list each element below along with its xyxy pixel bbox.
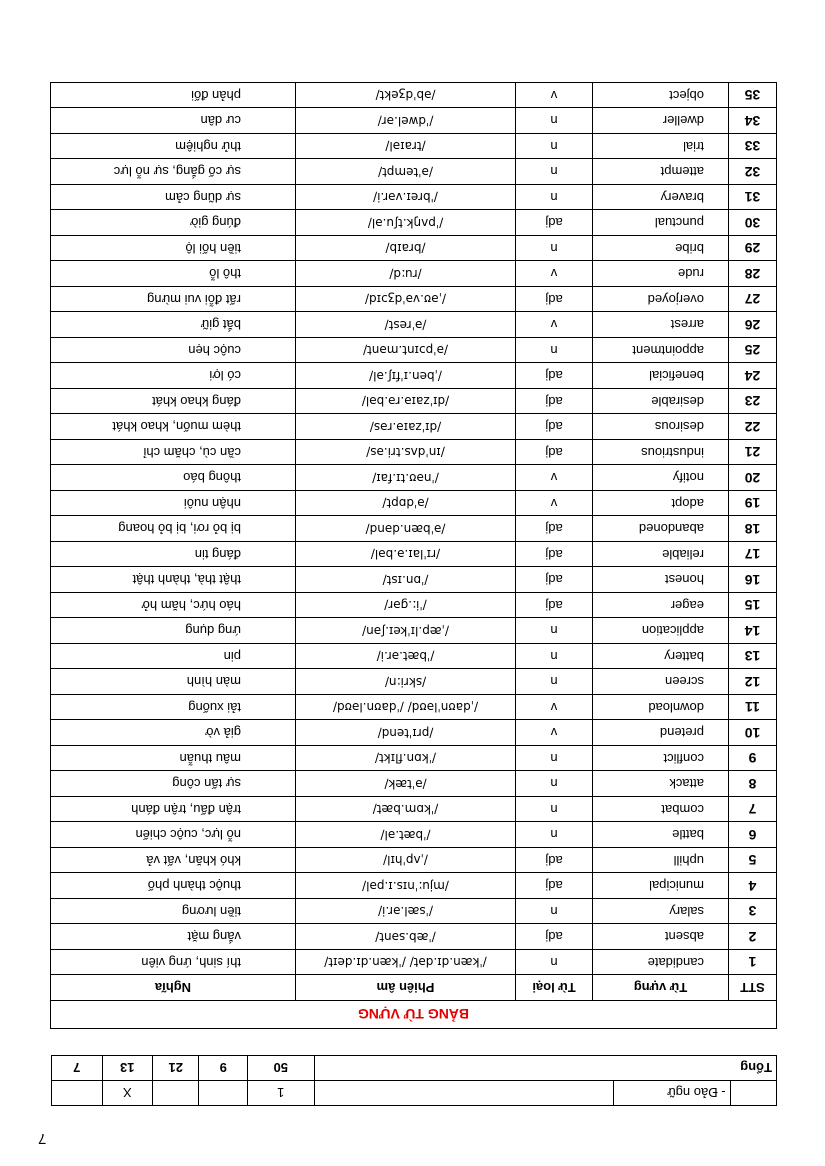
row-number: 21 bbox=[729, 440, 777, 466]
word-cell: candidate bbox=[593, 950, 729, 976]
word-cell: attack bbox=[593, 771, 729, 797]
row-number: 8 bbox=[729, 771, 777, 797]
row-number: 20 bbox=[729, 465, 777, 491]
meaning-cell: phản đối bbox=[50, 83, 295, 109]
row-number: 3 bbox=[729, 899, 777, 925]
row-number: 33 bbox=[729, 134, 777, 160]
phonetic-cell: /ruːd/ bbox=[296, 261, 516, 287]
summary-table bbox=[51, 1055, 777, 1106]
meaning-cell: thí sinh, ứng viên bbox=[50, 950, 295, 976]
vocabulary-header-row bbox=[50, 975, 776, 1001]
meaning-cell: pin bbox=[50, 644, 295, 670]
phonetic-cell: /traɪəl/ bbox=[296, 134, 516, 160]
table-row bbox=[50, 644, 776, 670]
table-row bbox=[50, 389, 776, 415]
table-row bbox=[50, 924, 776, 950]
meaning-cell: nhận nuôi bbox=[50, 491, 295, 517]
table-row bbox=[50, 950, 776, 976]
meaning-cell: màn hình bbox=[50, 669, 295, 695]
part-of-speech-cell: n bbox=[516, 338, 593, 364]
summary-total-cell: 13 bbox=[102, 1056, 152, 1081]
word-cell: uphill bbox=[593, 848, 729, 874]
word-cell: municipal bbox=[593, 873, 729, 899]
table-row bbox=[50, 312, 776, 338]
row-number: 27 bbox=[729, 287, 777, 313]
word-cell: salary bbox=[593, 899, 729, 925]
part-of-speech-cell: n bbox=[516, 236, 593, 262]
row-number: 14 bbox=[729, 618, 777, 644]
phonetic-cell: /ˈbreɪ.vər.i/ bbox=[296, 185, 516, 211]
meaning-cell: ứng dụng bbox=[50, 618, 295, 644]
phonetic-cell: /ˈiː.ɡər/ bbox=[296, 593, 516, 619]
header-stt: STT bbox=[729, 975, 777, 1001]
part-of-speech-cell: adj bbox=[516, 210, 593, 236]
table-row bbox=[50, 465, 776, 491]
summary-cell bbox=[153, 1081, 199, 1106]
part-of-speech-cell: adj bbox=[516, 389, 593, 415]
meaning-cell: cư dân bbox=[50, 108, 295, 134]
phonetic-cell: /dɪˈzaɪə.rə.bəl/ bbox=[296, 389, 516, 415]
row-number: 22 bbox=[729, 414, 777, 440]
word-cell: conflict bbox=[593, 746, 729, 772]
table-row bbox=[50, 593, 776, 619]
phonetic-cell: /əˈtæk/ bbox=[296, 771, 516, 797]
part-of-speech-cell: n bbox=[516, 618, 593, 644]
part-of-speech-cell: v bbox=[516, 83, 593, 109]
header-pos: Từ loại bbox=[516, 975, 593, 1001]
phonetic-cell: /əˈdɒpt/ bbox=[296, 491, 516, 517]
table-row bbox=[50, 134, 776, 160]
row-number: 13 bbox=[729, 644, 777, 670]
meaning-cell: sự cố gắng, sự nỗ lực bbox=[50, 159, 295, 185]
table-row bbox=[50, 363, 776, 389]
part-of-speech-cell: v bbox=[516, 465, 593, 491]
word-cell: desirous bbox=[593, 414, 729, 440]
row-number: 5 bbox=[729, 848, 777, 874]
word-cell: eager bbox=[593, 593, 729, 619]
meaning-cell: rất đỗi vui mừng bbox=[50, 287, 295, 313]
row-number: 35 bbox=[729, 83, 777, 109]
word-cell: abandoned bbox=[593, 516, 729, 542]
summary-total-cell: 21 bbox=[153, 1056, 199, 1081]
row-number: 10 bbox=[729, 720, 777, 746]
phonetic-cell: /əbˈdʒekt/ bbox=[296, 83, 516, 109]
summary-cell bbox=[314, 1081, 614, 1106]
word-cell: arrest bbox=[593, 312, 729, 338]
phonetic-cell: /ˈpʌŋk.tʃu.əl/ bbox=[296, 210, 516, 236]
row-number: 11 bbox=[729, 695, 777, 721]
table-row bbox=[50, 516, 776, 542]
vocabulary-title: BẢNG TỪ VỰNG bbox=[50, 1001, 776, 1029]
summary-cell: 1 bbox=[247, 1081, 314, 1106]
phonetic-cell: /ˈkɒn.flɪkt/ bbox=[296, 746, 516, 772]
phonetic-cell: /ˈkæn.dɪ.dət/ /ˈkæn.dɪ.deɪt/ bbox=[296, 950, 516, 976]
meaning-cell: sự tấn công bbox=[50, 771, 295, 797]
table-row bbox=[50, 185, 776, 211]
phonetic-cell: /əˈbæn.dənd/ bbox=[296, 516, 516, 542]
phonetic-cell: /ˌæp.lɪˈkeɪ.ʃən/ bbox=[296, 618, 516, 644]
word-cell: honest bbox=[593, 567, 729, 593]
part-of-speech-cell: adj bbox=[516, 567, 593, 593]
table-row bbox=[50, 746, 776, 772]
meaning-cell: bị bỏ rơi, bị bỏ hoang bbox=[50, 516, 295, 542]
word-cell: bribe bbox=[593, 236, 729, 262]
meaning-cell: cuộc hẹn bbox=[50, 338, 295, 364]
part-of-speech-cell: n bbox=[516, 771, 593, 797]
table-row bbox=[50, 338, 776, 364]
row-number: 2 bbox=[729, 924, 777, 950]
phonetic-cell: /ˌəʊ.vəˈdʒɔɪd/ bbox=[296, 287, 516, 313]
summary-cell bbox=[199, 1081, 247, 1106]
table-row bbox=[50, 873, 776, 899]
part-of-speech-cell: adj bbox=[516, 516, 593, 542]
word-cell: adopt bbox=[593, 491, 729, 517]
part-of-speech-cell: n bbox=[516, 950, 593, 976]
phonetic-cell: /ˈdwel.ər/ bbox=[296, 108, 516, 134]
word-cell: download bbox=[593, 695, 729, 721]
phonetic-cell: /ˌdaʊnˈləʊd/ /ˈdaʊn.ləʊd/ bbox=[296, 695, 516, 721]
summary-total-label: Tổng bbox=[314, 1056, 776, 1081]
meaning-cell: thử nghiệm bbox=[50, 134, 295, 160]
table-row bbox=[50, 618, 776, 644]
summary-row-total bbox=[52, 1056, 777, 1081]
header-word: Từ vựng bbox=[593, 975, 729, 1001]
word-cell: object bbox=[593, 83, 729, 109]
row-number: 34 bbox=[729, 108, 777, 134]
table-row bbox=[50, 236, 776, 262]
row-number: 32 bbox=[729, 159, 777, 185]
word-cell: combat bbox=[593, 797, 729, 823]
table-row bbox=[50, 287, 776, 313]
meaning-cell: vắng mặt bbox=[50, 924, 295, 950]
part-of-speech-cell: n bbox=[516, 797, 593, 823]
row-number: 18 bbox=[729, 516, 777, 542]
part-of-speech-cell: n bbox=[516, 134, 593, 160]
summary-row-inversion bbox=[52, 1081, 777, 1106]
word-cell: reliable bbox=[593, 542, 729, 568]
word-cell: bravery bbox=[593, 185, 729, 211]
part-of-speech-cell: adj bbox=[516, 542, 593, 568]
phonetic-cell: /dɪˈzaɪə.rəs/ bbox=[296, 414, 516, 440]
phonetic-cell: /əˈtempt/ bbox=[296, 159, 516, 185]
header-ipa: Phiên âm bbox=[296, 975, 516, 1001]
meaning-cell: tải xuống bbox=[50, 695, 295, 721]
part-of-speech-cell: n bbox=[516, 669, 593, 695]
row-number: 9 bbox=[729, 746, 777, 772]
summary-cell: X bbox=[102, 1081, 152, 1106]
row-number: 28 bbox=[729, 261, 777, 287]
phonetic-cell: /ˈbæt.əl/ bbox=[296, 822, 516, 848]
table-row bbox=[50, 440, 776, 466]
table-row bbox=[50, 822, 776, 848]
part-of-speech-cell: n bbox=[516, 159, 593, 185]
part-of-speech-cell: v bbox=[516, 261, 593, 287]
vocabulary-table bbox=[50, 82, 777, 1029]
phonetic-cell: /skriːn/ bbox=[296, 669, 516, 695]
table-row bbox=[50, 83, 776, 109]
meaning-cell: thật thà, thành thật bbox=[50, 567, 295, 593]
part-of-speech-cell: v bbox=[516, 312, 593, 338]
row-number: 29 bbox=[729, 236, 777, 262]
meaning-cell: trận đấu, trận đánh bbox=[50, 797, 295, 823]
phonetic-cell: /prɪˈtend/ bbox=[296, 720, 516, 746]
phonetic-cell: /ˈsæl.ər.i/ bbox=[296, 899, 516, 925]
row-number: 19 bbox=[729, 491, 777, 517]
phonetic-cell: /əˈrest/ bbox=[296, 312, 516, 338]
word-cell: overjoyed bbox=[593, 287, 729, 313]
part-of-speech-cell: n bbox=[516, 108, 593, 134]
phonetic-cell: /əˈpɔɪnt.mənt/ bbox=[296, 338, 516, 364]
part-of-speech-cell: adj bbox=[516, 848, 593, 874]
table-row bbox=[50, 797, 776, 823]
part-of-speech-cell: v bbox=[516, 720, 593, 746]
table-row bbox=[50, 108, 776, 134]
table-row bbox=[50, 848, 776, 874]
row-number: 6 bbox=[729, 822, 777, 848]
meaning-cell: bắt giữ bbox=[50, 312, 295, 338]
row-number: 4 bbox=[729, 873, 777, 899]
row-number: 17 bbox=[729, 542, 777, 568]
phonetic-cell: /ˈkɒm.bæt/ bbox=[296, 797, 516, 823]
part-of-speech-cell: n bbox=[516, 185, 593, 211]
phonetic-cell: /mjuːˈnɪs.ɪ.pəl/ bbox=[296, 873, 516, 899]
summary-total-cell: 50 bbox=[247, 1056, 314, 1081]
part-of-speech-cell: adj bbox=[516, 287, 593, 313]
word-cell: screen bbox=[593, 669, 729, 695]
phonetic-cell: /ˈæb.sənt/ bbox=[296, 924, 516, 950]
row-number: 7 bbox=[729, 797, 777, 823]
row-number: 30 bbox=[729, 210, 777, 236]
part-of-speech-cell: adj bbox=[516, 593, 593, 619]
row-number: 31 bbox=[729, 185, 777, 211]
table-row bbox=[50, 669, 776, 695]
meaning-cell: háo hức, hăm hở bbox=[50, 593, 295, 619]
meaning-cell: mâu thuẫn bbox=[50, 746, 295, 772]
table-row bbox=[50, 771, 776, 797]
word-cell: desirable bbox=[593, 389, 729, 415]
word-cell: absent bbox=[593, 924, 729, 950]
table-row bbox=[50, 720, 776, 746]
part-of-speech-cell: n bbox=[516, 644, 593, 670]
page-number: 7 bbox=[38, 1130, 47, 1147]
table-row bbox=[50, 899, 776, 925]
word-cell: pretend bbox=[593, 720, 729, 746]
word-cell: industrious bbox=[593, 440, 729, 466]
word-cell: dweller bbox=[593, 108, 729, 134]
part-of-speech-cell: v bbox=[516, 491, 593, 517]
table-row bbox=[50, 491, 776, 517]
row-number: 24 bbox=[729, 363, 777, 389]
summary-cell bbox=[52, 1081, 103, 1106]
header-meaning: Nghĩa bbox=[50, 975, 295, 1001]
meaning-cell: đúng giờ bbox=[50, 210, 295, 236]
meaning-cell: đáng tin bbox=[50, 542, 295, 568]
part-of-speech-cell: adj bbox=[516, 440, 593, 466]
word-cell: beneficial bbox=[593, 363, 729, 389]
table-row bbox=[50, 542, 776, 568]
meaning-cell: nỗ lực, cuộc chiến bbox=[50, 822, 295, 848]
row-number: 26 bbox=[729, 312, 777, 338]
row-number: 1 bbox=[729, 950, 777, 976]
word-cell: punctual bbox=[593, 210, 729, 236]
meaning-cell: thô lỗ bbox=[50, 261, 295, 287]
part-of-speech-cell: n bbox=[516, 746, 593, 772]
summary-label bbox=[730, 1081, 776, 1106]
phonetic-cell: /ɪnˈdʌs.tri.əs/ bbox=[296, 440, 516, 466]
phonetic-cell: /ˌben.ɪˈfɪʃ.əl/ bbox=[296, 363, 516, 389]
meaning-cell: giả vờ bbox=[50, 720, 295, 746]
meaning-cell: đáng khao khát bbox=[50, 389, 295, 415]
table-row bbox=[50, 210, 776, 236]
part-of-speech-cell: n bbox=[516, 899, 593, 925]
phonetic-cell: /ˈbæt.ər.i/ bbox=[296, 644, 516, 670]
meaning-cell: tiền lương bbox=[50, 899, 295, 925]
word-cell: trial bbox=[593, 134, 729, 160]
meaning-cell: tiền hối lộ bbox=[50, 236, 295, 262]
part-of-speech-cell: n bbox=[516, 822, 593, 848]
row-number: 23 bbox=[729, 389, 777, 415]
summary-topic: - Đảo ngữ bbox=[614, 1081, 730, 1106]
summary-total-cell: 9 bbox=[199, 1056, 247, 1081]
meaning-cell: sự dũng cảm bbox=[50, 185, 295, 211]
word-cell: battle bbox=[593, 822, 729, 848]
phonetic-cell: /ˈnəʊ.tɪ.faɪ/ bbox=[296, 465, 516, 491]
part-of-speech-cell: adj bbox=[516, 924, 593, 950]
phonetic-cell: /ˌʌpˈhɪl/ bbox=[296, 848, 516, 874]
table-row bbox=[50, 567, 776, 593]
part-of-speech-cell: adj bbox=[516, 414, 593, 440]
word-cell: notify bbox=[593, 465, 729, 491]
table-row bbox=[50, 159, 776, 185]
part-of-speech-cell: adj bbox=[516, 363, 593, 389]
meaning-cell: có lợi bbox=[50, 363, 295, 389]
table-row bbox=[50, 261, 776, 287]
phonetic-cell: /braɪb/ bbox=[296, 236, 516, 262]
meaning-cell: cần cù, chăm chỉ bbox=[50, 440, 295, 466]
meaning-cell: thông báo bbox=[50, 465, 295, 491]
row-number: 16 bbox=[729, 567, 777, 593]
part-of-speech-cell: v bbox=[516, 695, 593, 721]
summary-total-cell: 7 bbox=[52, 1056, 103, 1081]
table-row bbox=[50, 695, 776, 721]
word-cell: battery bbox=[593, 644, 729, 670]
meaning-cell: thèm muốn, khao khát bbox=[50, 414, 295, 440]
meaning-cell: khó khăn, vất vả bbox=[50, 848, 295, 874]
meaning-cell: thuộc thành phố bbox=[50, 873, 295, 899]
phonetic-cell: /ˈɒn.ɪst/ bbox=[296, 567, 516, 593]
part-of-speech-cell: adj bbox=[516, 873, 593, 899]
row-number: 12 bbox=[729, 669, 777, 695]
row-number: 25 bbox=[729, 338, 777, 364]
table-row bbox=[50, 414, 776, 440]
word-cell: application bbox=[593, 618, 729, 644]
word-cell: attempt bbox=[593, 159, 729, 185]
row-number: 15 bbox=[729, 593, 777, 619]
word-cell: appointment bbox=[593, 338, 729, 364]
word-cell: rude bbox=[593, 261, 729, 287]
phonetic-cell: /rɪˈlaɪ.ə.bəl/ bbox=[296, 542, 516, 568]
